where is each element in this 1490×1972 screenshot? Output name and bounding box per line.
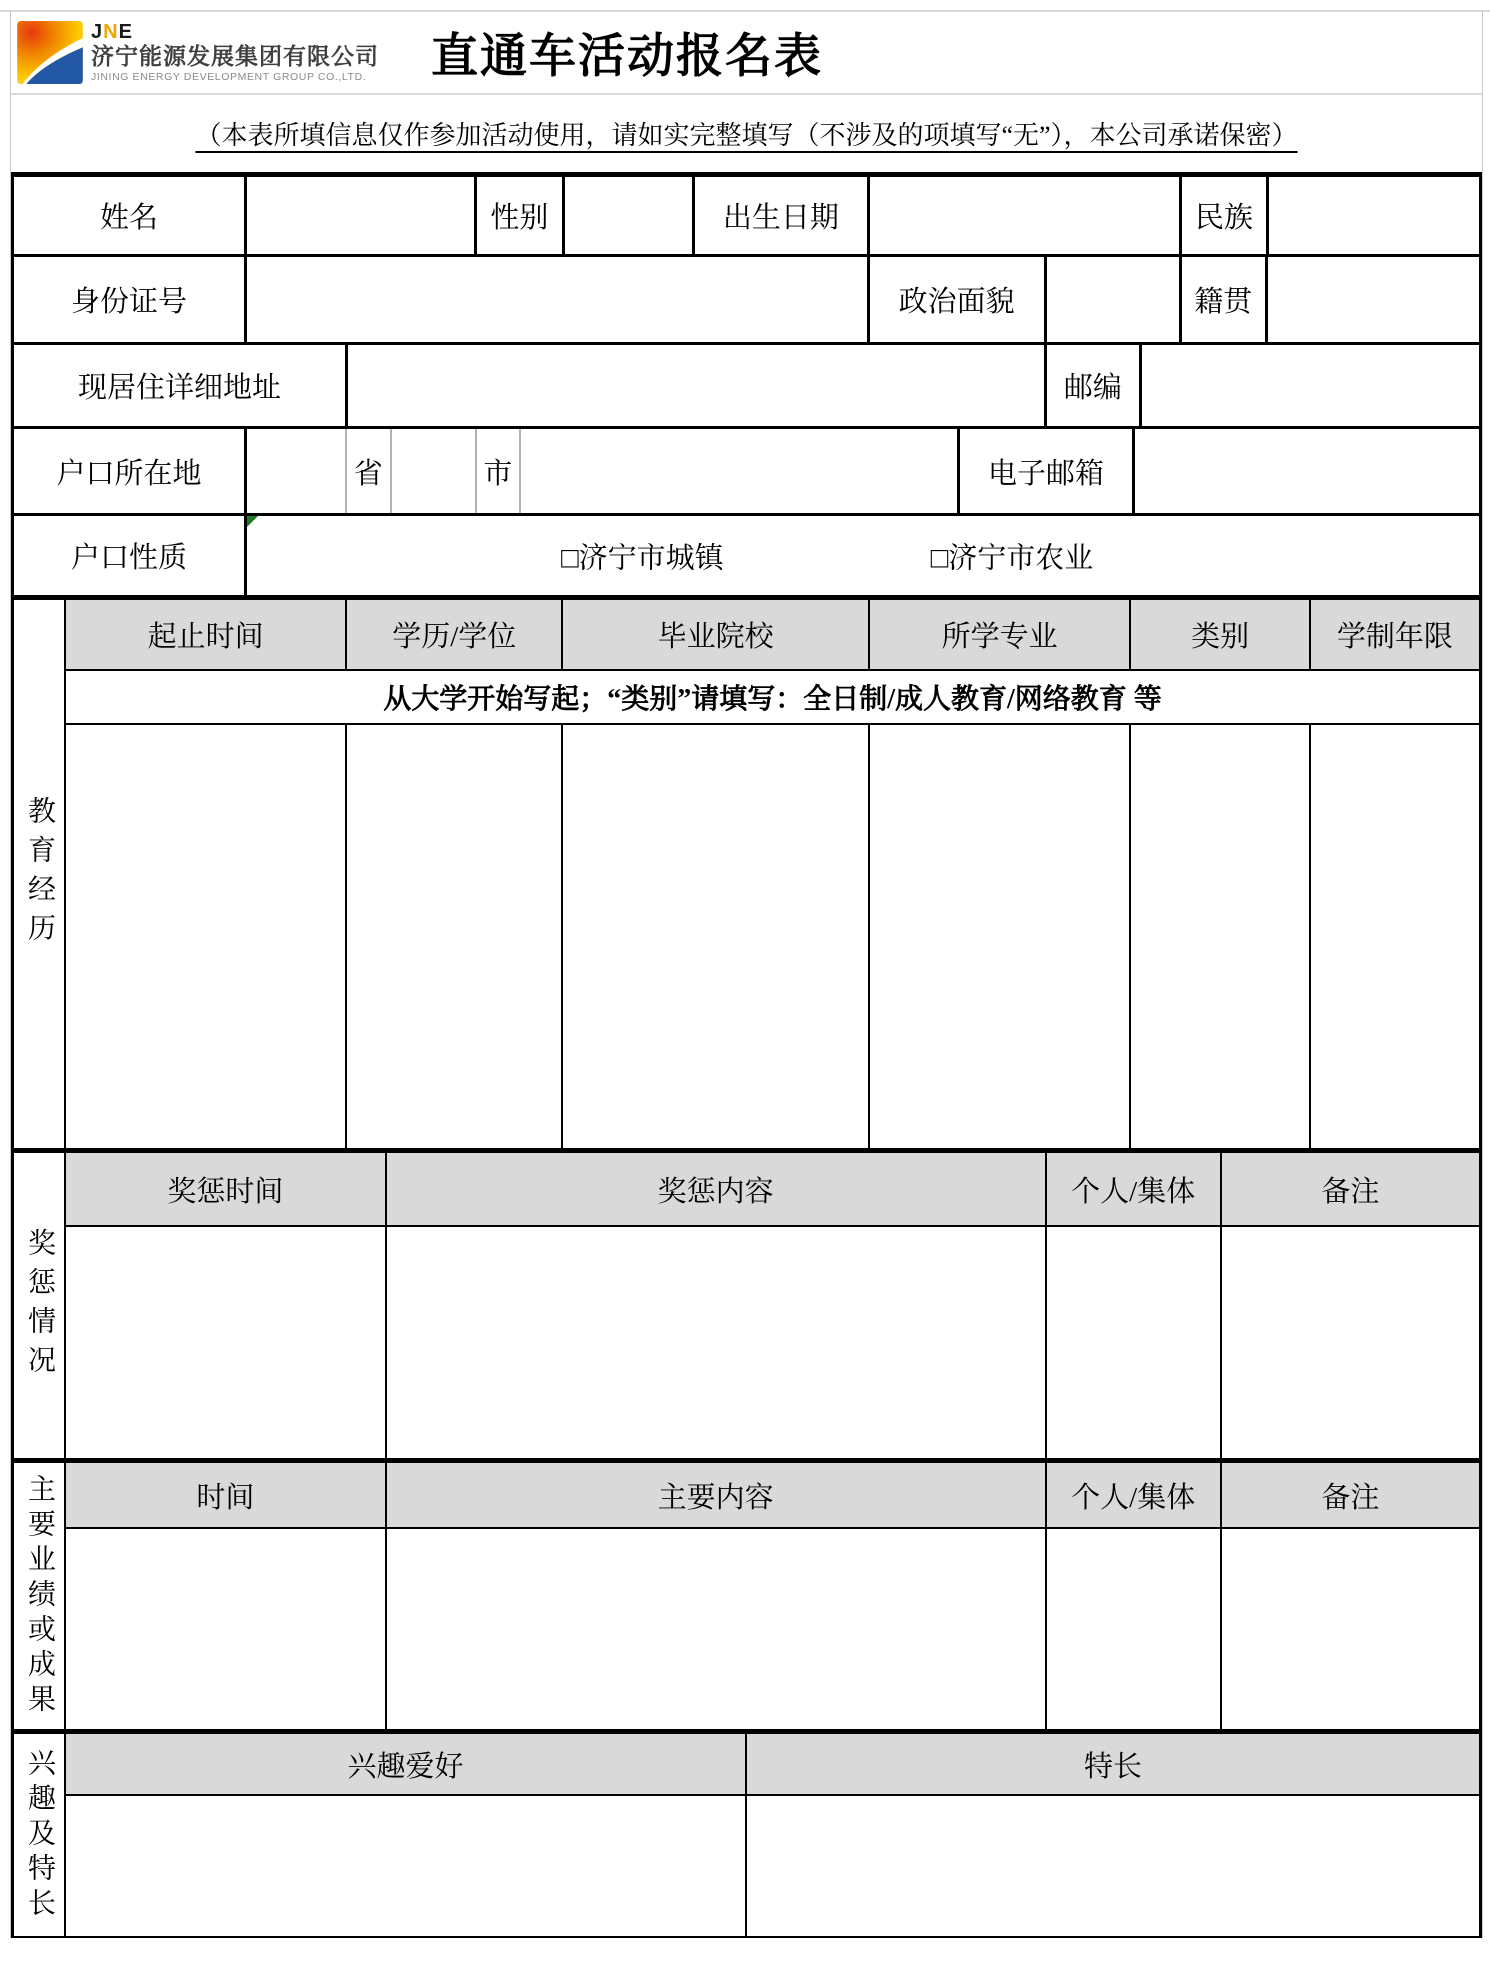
edu-school-input-cell[interactable] (563, 725, 870, 1148)
birthdate-input-cell[interactable] (870, 177, 1182, 254)
hukou-city-input-cell[interactable] (392, 429, 477, 513)
edu-degree-input-cell[interactable] (347, 725, 563, 1148)
rewards-col-scope: 个人/集体 (1047, 1153, 1222, 1225)
rewards-section-strip (14, 1153, 66, 1458)
interests-section-label: 兴趣及特长 (24, 1747, 55, 1923)
achievements-col-content: 主要内容 (387, 1463, 1047, 1527)
interests-col-hobbies: 兴趣爱好 (66, 1734, 747, 1794)
hobbies-input-cell[interactable] (66, 1796, 747, 1936)
interests-section (14, 1729, 1479, 1936)
achievements-col-time: 时间 (66, 1463, 387, 1527)
rewards-entry-row (66, 1227, 1479, 1458)
postal-code-input-cell[interactable] (1142, 345, 1479, 426)
education-entry-row (66, 725, 1479, 1148)
row-address (14, 345, 1479, 429)
header-band (11, 11, 1482, 95)
education-note-row (66, 671, 1479, 725)
achievements-section-strip (14, 1463, 66, 1729)
ethnicity-label: 民族 (1182, 177, 1270, 254)
id-number-input-cell[interactable] (247, 257, 870, 342)
political-status-input-cell[interactable] (1047, 257, 1182, 342)
notice-row (11, 95, 1482, 172)
brand-text (91, 22, 379, 83)
edu-col-period: 起止时间 (66, 600, 347, 669)
education-header-row (66, 600, 1479, 671)
name-label: 姓名 (14, 177, 247, 254)
row-basic-info (14, 177, 1479, 257)
email-label: 电子邮箱 (960, 429, 1134, 513)
row-id-info (14, 257, 1479, 345)
logo-abbr: JNE (91, 20, 133, 43)
name-input-cell[interactable] (247, 177, 477, 254)
rewards-remark-input-cell[interactable] (1222, 1227, 1479, 1458)
gender-input-cell[interactable] (565, 177, 695, 254)
rewards-section (14, 1148, 1479, 1458)
company-brand (17, 21, 379, 84)
rewards-scope-input-cell[interactable] (1047, 1227, 1222, 1458)
education-section (14, 595, 1479, 1148)
company-name-cn: 济宁能源发展集团有限公司 (91, 42, 379, 69)
ethnicity-input-cell[interactable] (1269, 177, 1479, 254)
edu-col-school: 毕业院校 (563, 600, 870, 669)
address-input-cell[interactable] (348, 345, 1047, 426)
postal-code-label: 邮编 (1047, 345, 1142, 426)
native-place-label: 籍贯 (1182, 257, 1268, 342)
achievements-remark-input-cell[interactable] (1222, 1529, 1479, 1729)
education-note-text: 从大学开始写起；“类别”请填写：全日制/成人教育/网络教育 等 (383, 684, 1162, 715)
hukou-type-options-cell (247, 516, 1479, 595)
email-input-cell[interactable] (1135, 429, 1479, 513)
achievements-col-scope: 个人/集体 (1047, 1463, 1222, 1527)
rewards-col-remark: 备注 (1222, 1153, 1479, 1225)
hukou-urban-checkbox[interactable]: □济宁市城镇 (561, 542, 724, 574)
edu-col-duration: 学制年限 (1311, 600, 1479, 669)
company-name-en: JINING ENERGY DEVELOPMENT GROUP CO.,LTD. (91, 70, 367, 83)
edu-major-input-cell[interactable] (870, 725, 1131, 1148)
rewards-col-content: 奖惩内容 (387, 1153, 1047, 1225)
achievements-time-input-cell[interactable] (66, 1529, 387, 1729)
id-number-label: 身份证号 (14, 257, 247, 342)
rewards-col-time: 奖惩时间 (66, 1153, 387, 1225)
education-section-label: 教育经历 (24, 796, 55, 952)
edu-duration-input-cell[interactable] (1311, 725, 1479, 1148)
interests-col-specialty: 特长 (747, 1734, 1479, 1794)
achievements-section-label: 主要业绩或成果 (24, 1473, 55, 1719)
company-logo-icon (17, 21, 83, 84)
cell-corner-flag-icon (247, 516, 258, 527)
edu-col-degree: 学历/学位 (347, 600, 563, 669)
edu-col-major: 所学专业 (870, 600, 1131, 669)
rewards-content-input-cell[interactable] (387, 1227, 1047, 1458)
specialty-input-cell[interactable] (747, 1796, 1479, 1936)
gender-label: 性别 (477, 177, 565, 254)
row-hukou-location (14, 429, 1479, 516)
achievements-entry-row (66, 1529, 1479, 1729)
education-section-strip (14, 600, 66, 1148)
interests-entry-row (66, 1796, 1479, 1936)
row-hukou-type (14, 516, 1479, 595)
achievements-scope-input-cell[interactable] (1047, 1529, 1222, 1729)
edu-category-input-cell[interactable] (1131, 725, 1310, 1148)
hukou-rural-checkbox[interactable]: □济宁市农业 (930, 542, 1094, 574)
form-table (11, 172, 1482, 1938)
interests-section-strip (14, 1734, 66, 1936)
hukou-type-label: 户口性质 (14, 516, 247, 595)
address-label: 现居住详细地址 (14, 345, 348, 426)
native-place-input-cell[interactable] (1268, 257, 1479, 342)
province-label: 省 (347, 429, 392, 513)
form-page (10, 10, 1483, 1938)
achievements-col-remark: 备注 (1222, 1463, 1479, 1527)
notice-text: （本表所填信息仅作参加活动使用，请如实完整填写（不涉及的项填写“无”），本公司承诺保密） (195, 121, 1298, 150)
hukou-province-input-cell[interactable] (247, 429, 347, 513)
rewards-section-label: 奖惩情况 (24, 1227, 55, 1384)
interests-header-row (66, 1734, 1479, 1796)
hukou-location-label: 户口所在地 (14, 429, 247, 513)
edu-period-input-cell[interactable] (66, 725, 347, 1148)
rewards-header-row (66, 1153, 1479, 1227)
political-status-label: 政治面貌 (870, 257, 1047, 342)
achievements-content-input-cell[interactable] (387, 1529, 1047, 1729)
page-title: 直通车活动报名表 (431, 28, 823, 82)
hukou-extra-cell[interactable] (521, 429, 961, 513)
birthdate-label: 出生日期 (695, 177, 869, 254)
edu-col-category: 类别 (1131, 600, 1310, 669)
achievements-header-row (66, 1463, 1479, 1529)
city-label: 市 (477, 429, 521, 513)
rewards-time-input-cell[interactable] (66, 1227, 387, 1458)
achievements-section (14, 1458, 1479, 1729)
